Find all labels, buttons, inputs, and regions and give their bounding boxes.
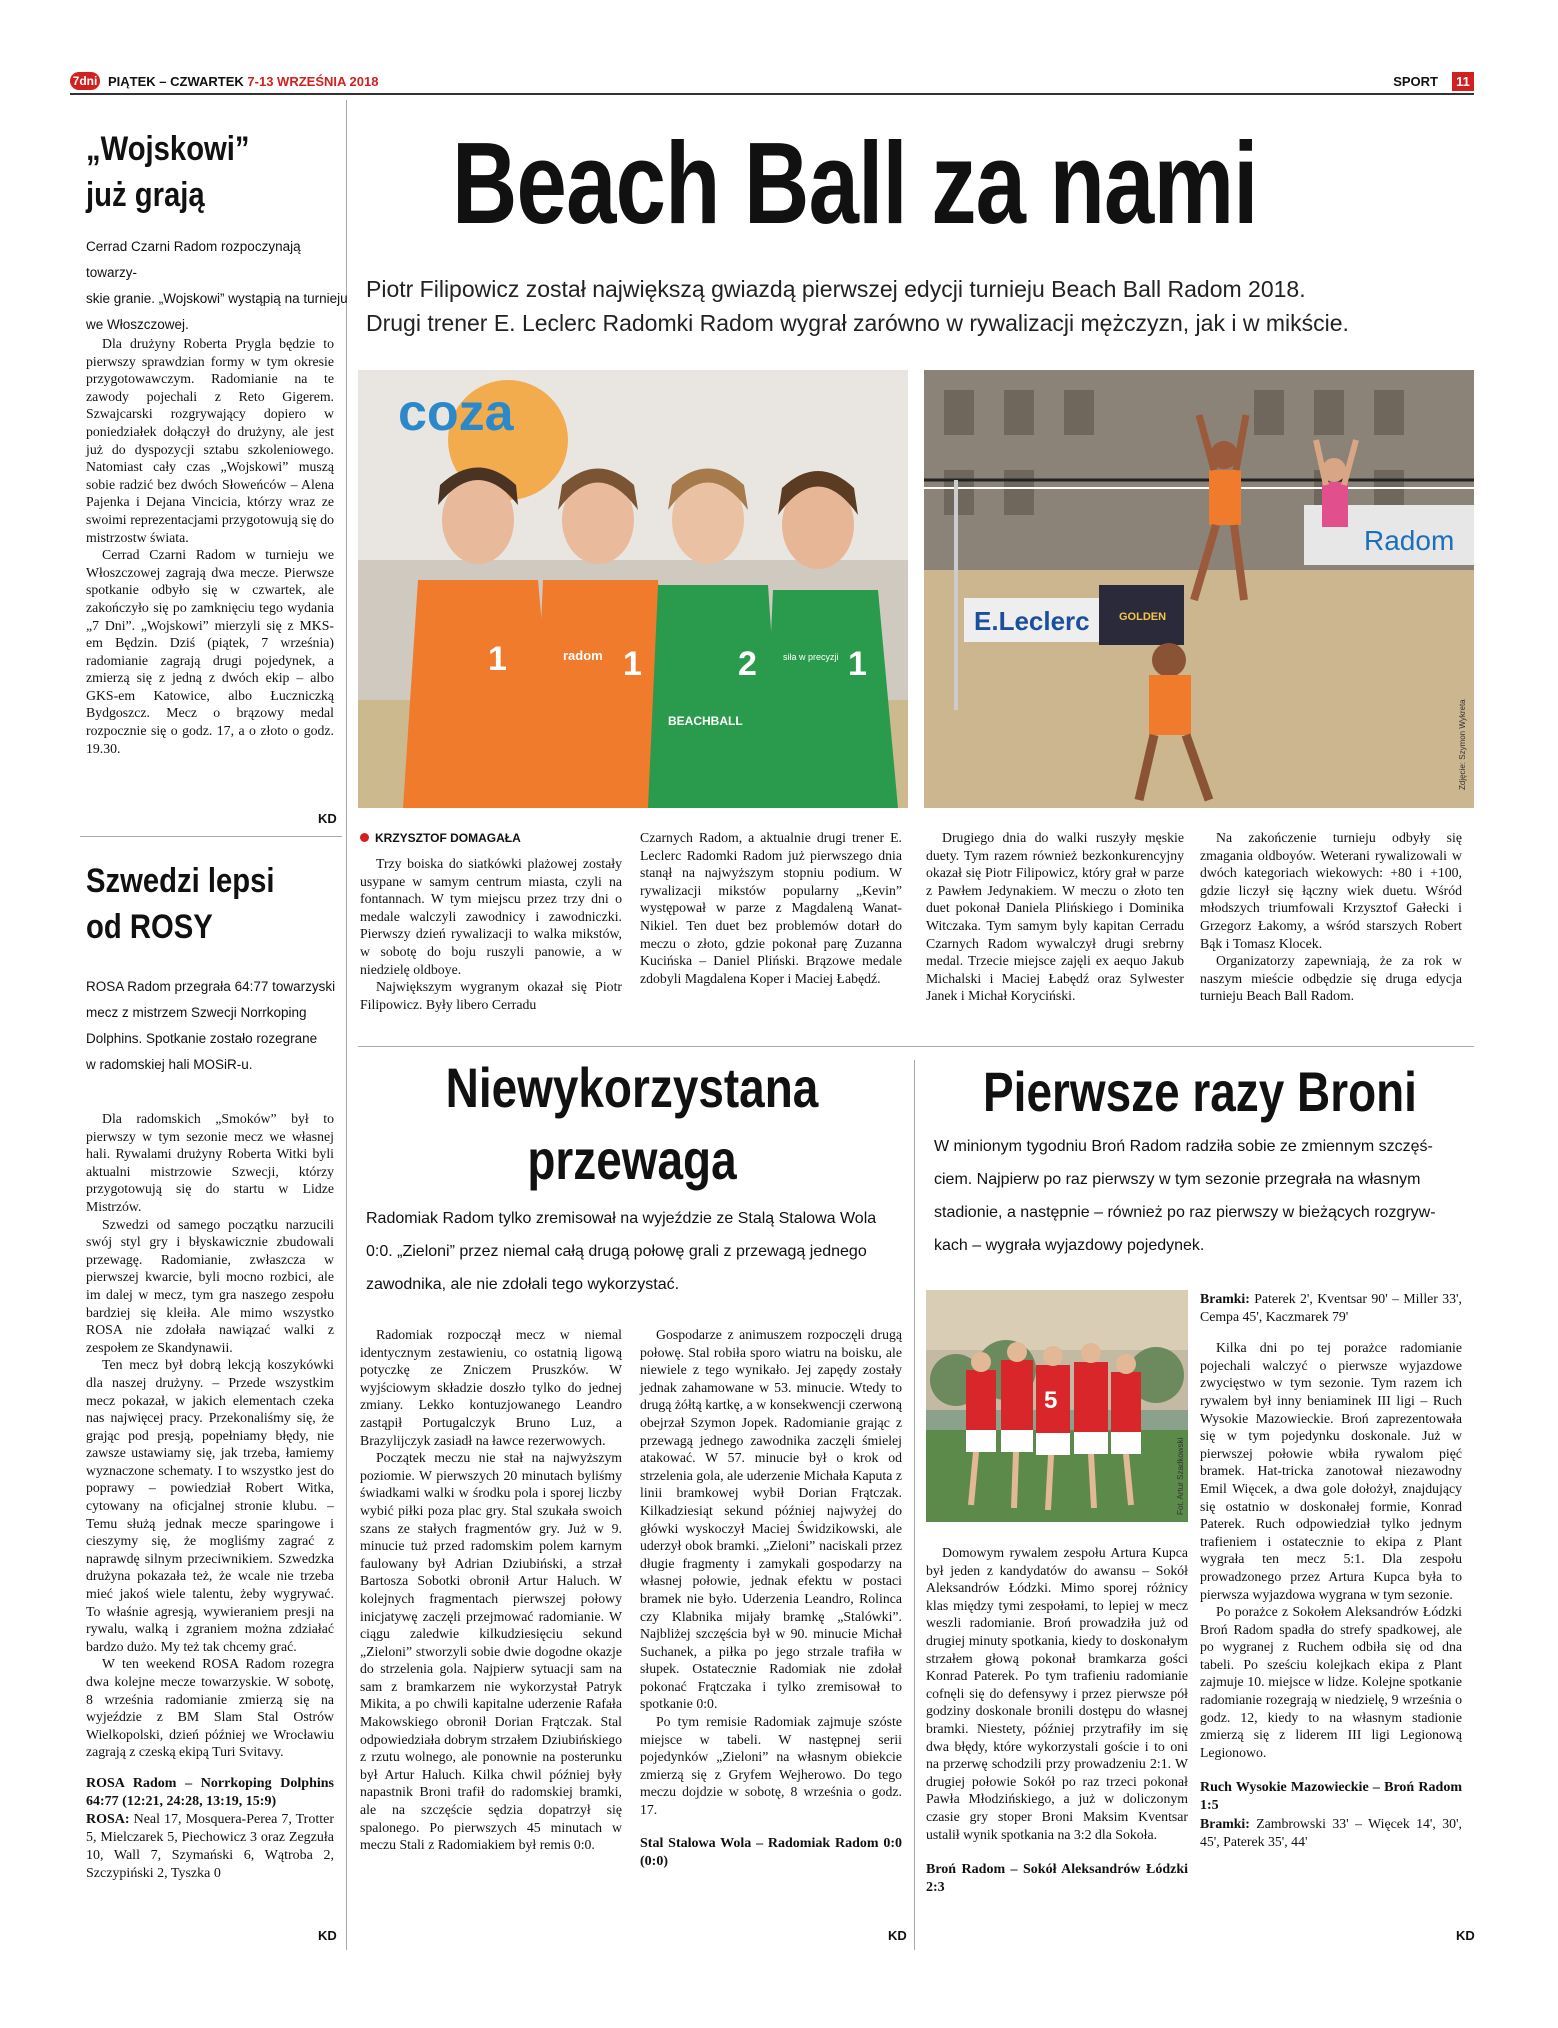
svg-text:BEACHBALL: BEACHBALL (668, 714, 743, 728)
bron-lead: W minionym tygodniu Broń Radom radziła sobie ze zmiennym szczęś- ciem. Najpierw po raz pierwszy w tym sezonie przegrała na własnym stadionie, a następnie – również po raz pierwszy w bieżących rozgryw- kach – wygrała wyjazdowy pojedynek. (934, 1138, 1436, 1254)
svg-text:5: 5 (1044, 1387, 1058, 1414)
bron-column-2: Bramki: Paterek 2', Kventsar 90' – Miller 33', Cempa 45', Kaczmarek 79' Kilka dni po tej porażce radomianie pojechali walczyć o pierwsze wyjazdowe zwycięstwo w tym sezonie. Tym razem ich rywalem był inny beniaminek III ligi – Ruch Wysokie Mazowieckie. Broń zaprezentowała się w tym pojedynku doskonale. Już w pierwszej połowie wbiła rywalom pięć bramek. Hat-tricka zanotował niezawodny Emil Więcek, a dwa gole dołożył, znajdujący się ostatnio w doskonałej formie, Konrad Paterek. Ruch odpowiedział tylko jednym trafieniem i ostatecznie to ekipa z Plant wygrała ten mecz 5:1. Dla zespołu prowadzonego przez Artura Kupca była to pierwsza wyjazdowa wygrana w tym sezonie. Po porażce z Sokołem Aleksandrów Łódzki Broń Radom spadła do strefy spadkowej, ale po wygranej z Ruchem odbiła się od dna tabeli. Po sześciu kolejkach ekipa z Plant zajmuje 10. miejsce w lidze. Kolejne spotkanie radomianie rozegrają w niedzielę, 9 września o godz. 12, kiedy to na własnym stadionie zmierzą się z liderem III ligi Legionową Legionowo. Ruch Wysokie Mazowieckie – Broń Radom 1:5 Bramki: Zambrowski 33' – Więcek 14', 30', 45', Paterek 35', 44' (1200, 1291, 1462, 1850)
side-article-wojskowi (86, 126, 336, 218)
side-article-szwedzi (86, 858, 336, 950)
radomiak-column-1: Radomiak rozpoczął mecz w niemal identycznym zestawieniu, co ostatnią ligową potyczkę ze Zniczem Pruszków. W wyjściowym składzie doszło tylko do jednej zmiany. Lekko kontuzjowanego Leandro zastąpił Portugalczyk Bruno Luz, a Brazylijczyk zasiadł na ławce rezerwowych. Początek meczu nie stał na najwyższym poziomie. W pierwszych 20 minutach byliśmy świadkami walki w środku pola i sporej liczby wybić piłki poza plac gry. Stal szukała swoich szans ze stałych fragmentów gry. Już w 9. minucie tuż przed radomskim polem karnym faulowany był Adrian Dziubiński, a strzał Bartosza Sobotki obronił Artur Haluch. W kolejnych fragmentach pierwszej połowy inicjatywę zaczęli przejmować radomianie. W ciągu zaledwie kilkudziesięciu sekund „Zieloni” stworzyli sobie dwie dogodne okazje do strzelenia gola. Najpierw sytuacji sam na sam z bramkarzem nie wykorzystał Patryk Mikita, a po chwili kapitalne uderzenie Rafała Makowskiego obronił Dorian Frątczak. Stal odpowiedziała dobrym strzałem Dziubińskiego z rzutu wolnego, ale ponownie na posterunku był Artur Haluch. Kilka chwil później były napastnik Broni trafił do radomskiej bramki, ale na szczęście sędzia dopatrzył się spalonego. Po pierwszych 45 minutach w meczu Stali z Radomiakiem był remis 0:0. (360, 1327, 622, 1853)
beach-column-4: Na zakończenie turnieju odbyły się zmagania oldboyów. Weterani rywalizowali w dwóch kategoriach wiekowych: +80 i +100, gdzie liczył się łączny wiek duetu. Wśród młodszych triumfowali Krzysztof Gałecki i Grzegorz Łakomy, a wśród starszych Robert Bąk i Tomasz Klocek. Organizatorzy zapewniają, że za rok w naszym mieście odbędzie się druga edycja turnieju Beach Ball Radom. (1200, 830, 1462, 1004)
side-divider (80, 836, 342, 837)
main-lead: Piotr Filipowicz został największą gwiazdą pierwszej edycji turnieju Beach Ball Radom 2018. Drugi trener E. Leclerc Radomki Radom wygrał zarówno w rywalizacji mężczyzn, jak i w mikście. (366, 276, 1349, 336)
svg-text:2: 2 (738, 645, 757, 683)
photo-credit: Fot. Artur Szadkowski (1176, 1437, 1185, 1515)
beach-column-3: Drugiego dnia do walki ruszyły męskie duety. Tym razem również bezkonkurencyjny okazał się Piotr Filipowicz, który grał w parze z Pawłem Jedynakiem. W meczu o złoto ten duet pokonał Daniela Plińskiego i Dominika Witczaka. Tym samym byly kapitan Cerradu Czarnych Radom wywalczył drugi srebrny medal. Trzecie miejsce zajęli ex aequo Jakub Michalski i Maciej Łabędź oraz Sylwester Janek i Michał Koryciński. (926, 830, 1184, 1004)
svg-text:Radom: Radom (1364, 525, 1455, 556)
beach-column-2: Czarnych Radom, a aktualnie drugi trener E. Leclerc Radomki Radom już pierwszego dnia stanął na najwyższym stopniu podium. W rywalizacji mikstów popularny „Kevin” występował w parze z Magdaleną Wanat-Nikiel. Ten duet bez problemów dotarł do meczu o złoto, gdzie pokonał parę Zuzanna Kucińska – Daniel Pliński. Brązowe medale zdobyli Magdalena Koper i Maciej Łabędź. (640, 830, 902, 986)
byline: KRZYSZTOF DOMAGAŁA (360, 831, 521, 845)
author-sign: KD (1456, 1928, 1475, 1943)
svg-text:GOLDEN: GOLDEN (1119, 611, 1167, 623)
issue-date: PIĄTEK – CZWARTEK 7-13 WRZEŚNIA 2018 (108, 74, 379, 89)
match-result: Broń Radom – Sokół Aleksandrów Łódzki 2:3 (926, 1862, 1188, 1896)
main-headline: Beach Ball za nami (452, 118, 1258, 248)
goals: Bramki: Paterek 2', Kventsar 90' – Miller 33', Cempa 45', Kaczmarek 79' (1200, 1291, 1462, 1324)
lineup: ROSA: Neal 17, Mosquera-Perea 7, Trotter 5, Mielczarek 5, Piechowicz 3 oraz Zegzuła 10, Wall 7, Szymański 6, Wątroba 2, Szczypiński 2, Tyszka 0 (86, 1811, 334, 1881)
match-result: Ruch Wysokie Mazowieckie – Broń Radom 1:5 (1200, 1780, 1462, 1814)
radomiak-headline: Niewykorzystana przewaga (445, 1056, 819, 1191)
side-article-title: Szwedzi lepsi od ROSY (86, 862, 275, 946)
photo-court-illustration (924, 370, 1474, 808)
svg-text:radom: radom (563, 648, 603, 663)
header-rule (70, 93, 1474, 95)
svg-text:1: 1 (623, 645, 642, 683)
beach-column-1: Trzy boiska do siatkówki plażowej zostały usypane w samym centrum miasta, czyli na fontannach. W tym miejscu przez trzy dni o medale walczyli zawodnicy i zawodniczki. Pierwszy dzień rywalizacji to walka mikstów, w sobotę do boju ruszyli panowie, a w niedzielę oldboye. Największym wygranym okazał się Piotr Filipowicz. Były libero Cerradu (360, 856, 622, 1012)
side-article-lead: ROSA Radom przegrała 64:77 towarzyski mecz z mistrzem Szwecji Norrkoping Dolphins. Spotkanie zostało rozegrane w radomskiej hali MOSiR-u. (86, 979, 336, 1072)
sponsor-banner: E.Leclerc (974, 606, 1090, 636)
section-label: SPORT (1393, 74, 1438, 89)
side-article-lead: Cerrad Czarni Radom rozpoczynają towarzy- skie granie. „Wojskowi” wystąpią na turnieju we Włoszczowej. (86, 239, 348, 332)
page-number: 11 (1452, 72, 1474, 91)
photo-beach-players (358, 370, 908, 808)
author-sign: KD (888, 1928, 907, 1943)
svg-text:1: 1 (488, 640, 507, 678)
photo-bron-players (926, 1290, 1188, 1522)
photo-players-illustration (358, 370, 908, 808)
side-article-title: „Wojskowi” już grają (86, 130, 250, 214)
bron-column-1: Domowym rywalem zespołu Artura Kupca był jeden z kandydatów do awansu – Sokół Aleksandrów Łódzki. Mimo sporej różnicy klas między tymi zespołami, to lepiej w mecz weszli radomianie. Broń prowadziła już od drugiej minuty spotkania, kiedy to doskonałym strzałem głową pokonał bramkarza gości Konrad Paterek. Po tym trafieniu radomianie cofnęli się do defensywy i przez pierwsze pół godziny doskonale bronili dostępu do własnej bramki. Niestety, później przytrafiły im się dwa błędy, które wykorzystali goście i to oni na przerwę schodzili przy prowadzeniu 2:1. W drugiej połowie Sokół po raz trzeci pokonał Pawła Młodzińskiego, a już w doliczonym czasie gry stoper Broni Maksim Kventsar ustalił wynik spotkania na 3:2 dla Sokoła. Broń Radom – Sokół Aleksandrów Łódzki 2:3 (926, 1545, 1188, 1896)
side-article-body: Dla radomskich „Smoków” był to pierwszy w tym sezonie mecz we własnej hali. Rywalami drużyny Roberta Witki byli aktualni mistrzowie Szwecji, którzy przygotowują się do startu w Lidze Mistrzów. Szwedzi od samego początku narzucili swój styl gry i błyskawicznie zbudowali przewagę. Radomianie, zwłaszcza w pierwszej kwarcie, byli mocno rozbici, ale im dalej w mecz, tym gra naszego zespołu bardziej się kleiła. Ale mimo wszystko ROSA nie zdołała nawiązać walki z zespołem ze Skandynawii. Ten mecz był dobrą lekcją koszykówki dla naszej drużyny. – Przede wszystkim mecz pokazał, w jakich elementach czeka nas najwięcej pracy. Przekonaliśmy się, że grając pod presją, popełniamy błędy, nie zawsze ustawiamy się, jak trzeba, łamiemy wyznaczone schematy. I to wszystko jest do poprawy – powiedział Robert Witka, cytowany na oficjalnej stronie klubu. – Temu służą jednak mecze sparingowe i cieszymy się, że mogliśmy zagrać z naprawdę silnym przeciwnikiem. Szwedzka drużyna pokazała też, że wcale nie trzeba mieć jakoś wiele talentu, żeby wygrywać. To właśnie agresją, wywieraniem presji na rywalu, walką i zgraniem można zdziałać bardzo dużo. My też tak chcemy grać. W ten weekend ROSA Radom rozegra dwa kolejne mecze towarzyskie. W sobotę, 8 września radomianie zmierzą się na wyjeździe z BM Slam Stal Ostrów Wielkopolski, dzień później we Wrocławiu zagrają z czeską ekipą Turi Svitavy. ROSA Radom – Norrkoping Dolphins 64:77 (12:21, 24:28, 13:19, 15:9) ROSA: Neal 17, Mosquera-Perea 7, Trotter 5, Mielczarek 5, Piechowicz 3 oraz Zegzuła 10, Wall 7, Szymański 6, Wątroba 2, Szczypiński 2, Tyszka 0 (86, 1111, 334, 1881)
match-result: ROSA Radom – Norrkoping Dolphins 64:77 (12:21, 24:28, 13:19, 15:9) (86, 1775, 334, 1809)
side-article-body: Dla drużyny Roberta Prygla będzie to pierwszy sprawdzian formy w tym okresie przygotowawczym. Radomianie na te zawody pojechali z Reto Gigerem. Szwajcarski rozgrywający dopiero w poniedziałek dołączył do drużyny, ale jest już do dyspozycji sztabu szkoleniowego. Natomiast cały czas „Wojskowi” muszą sobie radzić bez dwóch Słoweńców – Alena Pajenka i Dejana Vincicia, którzy wraz ze swoimi reprezentacjami przygotowują się do mistrzostw świata. Cerrad Czarni Radom w turnieju we Włoszczowej zagrają dwa mecze. Pierwsze spotkanie odbyło się w czwartek, ale zakończyło się po zamknięciu tego wydania „7 Dni”. „Wojskowi” mierzyli się z MKS-em Będzin. Dziś (piątek, 7 września) radomianie zagrają drugi pojedynek, a zmierzą się z jedną z dwóch ekip – albo GKS-em Katowice, albo Łuczniczką Bydgoszcz. Mecz o brązowy medal rozpocznie się o godz. 17, a o złoto o godz. 19.30. (86, 336, 334, 756)
radomiak-lead: Radomiak Radom tylko zremisował na wyjeździe ze Stalą Stalowa Wola 0:0. „Zieloni” przez niemal całą drugą połowę grali z przewagą jednego zawodnika, ale nie zdołali tego wykorzystać. (366, 1210, 877, 1293)
author-sign: KD (318, 1928, 337, 1943)
goals: Bramki: Zambrowski 33' – Więcek 14', 30', 45', Paterek 35', 44' (1200, 1816, 1462, 1850)
article-divider (358, 1046, 1474, 1047)
byline-dot-icon (360, 833, 369, 842)
photo-credit: Zdjęcie: Szymon Wykreta (1458, 699, 1467, 790)
match-result: Stal Stalowa Wola – Radomiak Radom 0:0 (0:0) (640, 1835, 902, 1869)
bottom-column-divider (914, 1060, 915, 1950)
page-header (70, 72, 1480, 92)
bron-headline: Pierwsze razy Broni (983, 1060, 1417, 1123)
banner-text: coza (398, 384, 514, 442)
photo-team-illustration (926, 1290, 1188, 1522)
radomiak-column-2: Gospodarze z animuszem rozpoczęli drugą połowę. Stal robiła sporo wiatru na boisku, ale niewiele z tego wynikało. Jej zapędy zostały jednak zahamowane w 53. minucie. Wtedy to drugą żółtą kartkę, a w konsekwencji czerwoną obejrzał Szymon Jopek. Radomianie grając z przewagą jednego zawodnika zaczęli śmielej atakować. W 57. minucie był o krok od strzelenia gola, ale uderzenie Michała Kaputa z linii bramkowej wybił Dorian Frątczak. Kilkadziesiąt sekund później najwyżej do główki wyskoczył Maciej Świdzikowski, ale uderzył obok bramki. „Zieloni” naciskali przez długie fragmenty i zamykali gospodarzy na własnej połowie, jednak efektu w postaci bramek nie było. Uderzenia Leandro, Rolinca czy Klabnika mijały bramkę „Stalówki”. Najbliżej szczęścia był w 90. minucie Michał Suchanek, a piłka po jego strzale trafiła w słupek. Ostatecznie Radomiak nie zdołał pokonać Frątczaka i tylko zremisował to spotkanie 0:0. Po tym remisie Radomiak zajmuje szóste miejsce w tabeli. W następnej serii pojedynków „Zieloni” na własnym obiekcie zmierzą się z Gryfem Wejherowo. Do tego meczu dojdzie w sobotę, 8 września o godz. 17. Stal Stalowa Wola – Radomiak Radom 0:0 (0:0) (640, 1327, 902, 1869)
svg-text:1: 1 (848, 645, 867, 683)
newspaper-logo: 7dni (70, 72, 100, 90)
author-sign: KD (318, 811, 337, 826)
photo-beach-court (924, 370, 1474, 808)
svg-text:siła w precyzji: siła w precyzji (783, 652, 839, 662)
